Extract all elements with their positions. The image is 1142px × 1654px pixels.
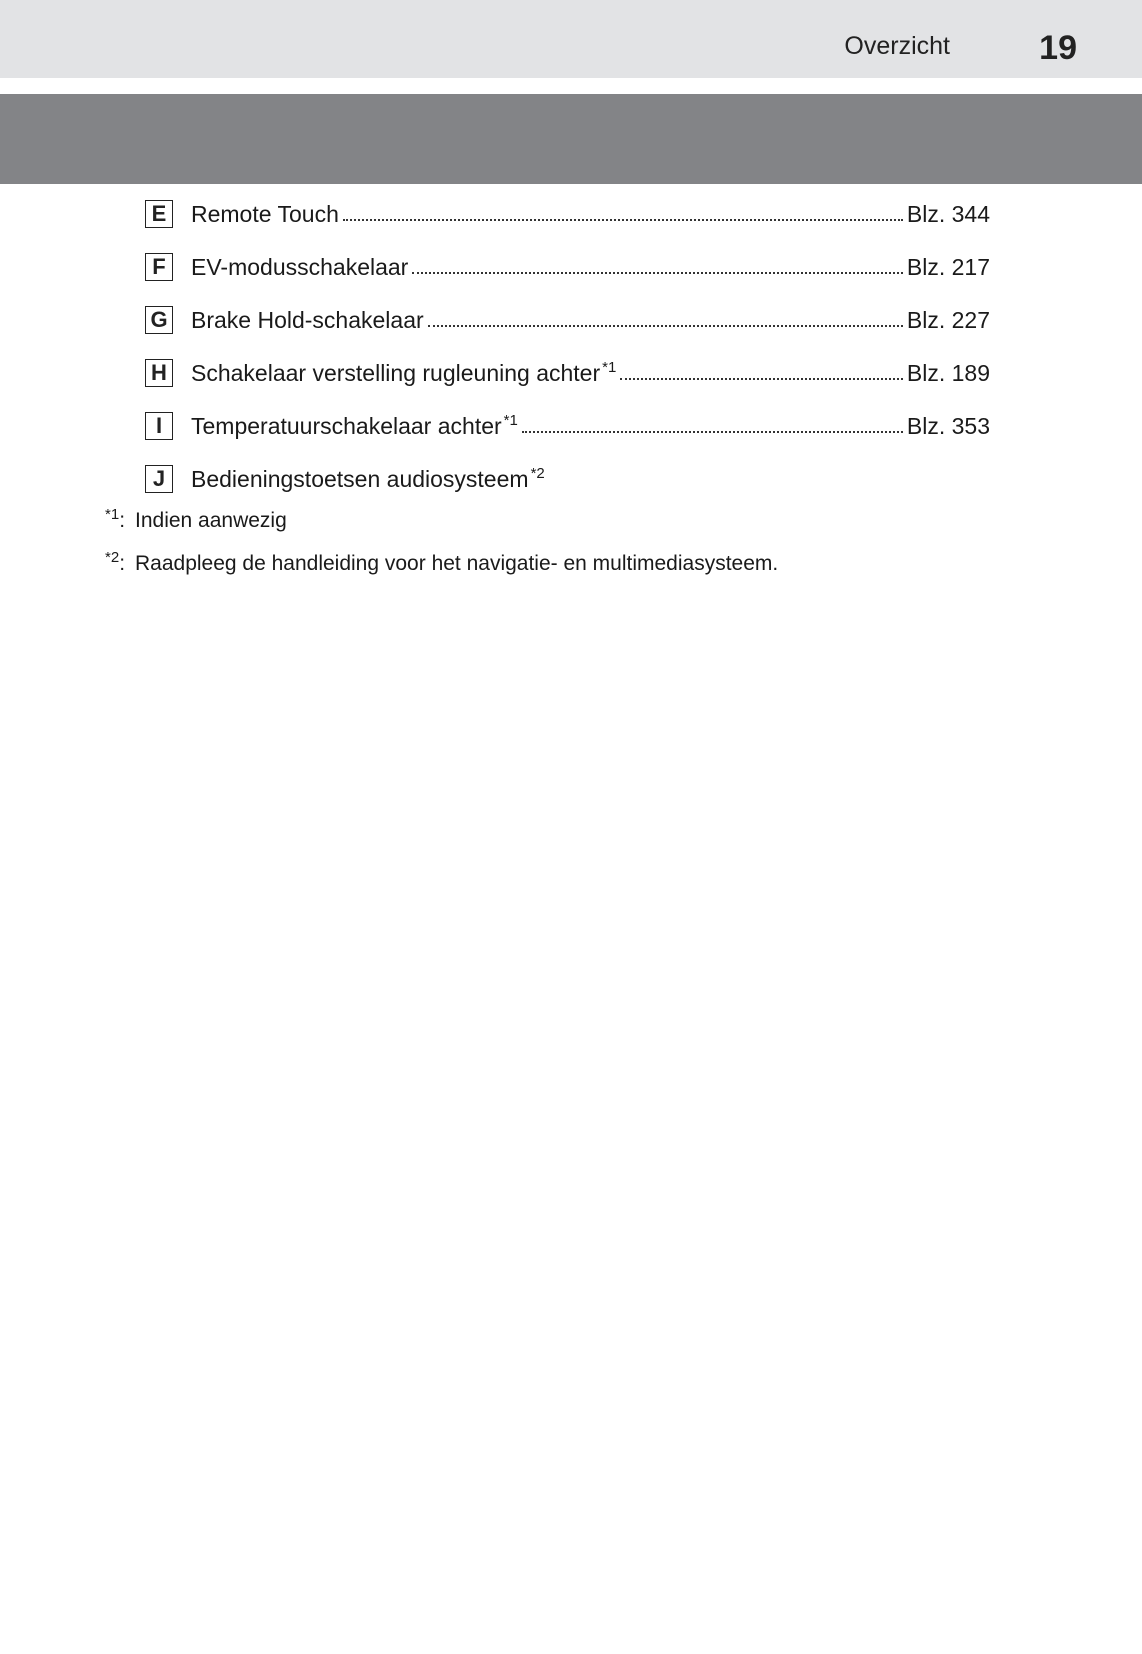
key-letter-j: J [145,465,173,493]
page-header [0,0,1142,78]
footnotes [105,507,1005,593]
page-reference-link[interactable]: Blz. 217 [906,254,990,280]
key-letter-h: H [145,359,173,387]
entry-label: EV-modusschakelaar [191,254,409,280]
dot-leader [620,377,903,380]
footnote-text: Raadpleeg de handleiding voor het navigatie- en multimediasysteem. [135,552,779,575]
entry-label: Temperatuurschakelaar achter $^{*1}$ [191,412,518,439]
dot-leader [412,271,903,274]
footnote-marker: *1 [503,412,518,430]
footnote-mark: *1 [105,506,120,523]
list-item-g [145,304,990,357]
page-reference-link[interactable]: Blz. 189 [906,360,990,386]
footnote-marker: *1 [602,359,617,377]
footnote-marker: *2 [530,465,545,483]
list-item-e [145,198,990,251]
entry-label: Bedieningstoetsen audiosysteem $^{*2}$ [191,465,545,492]
dot-leader [343,218,903,221]
dot-leader [428,324,903,327]
key-letter-e: E [145,200,173,228]
dot-leader [522,430,903,433]
list-item-f [145,251,990,304]
key-letter-i: I [145,412,173,440]
footnote-2: $^{*2}$: Raadpleeg de handleiding voor het navigatie- en multimediasysteem. [105,549,779,575]
key-letter-f: F [145,253,173,281]
page-reference-link[interactable]: Blz. 227 [906,307,990,333]
footnote-text: Indien aanwezig [135,509,287,532]
page-number: 19 [1039,29,1077,67]
reference-list [145,198,990,516]
entry-label: Brake Hold-schakelaar [191,307,424,333]
page-reference-link[interactable]: Blz. 353 [906,413,990,439]
footnote-1: $^{*1}$: Indien aanwezig [105,506,287,532]
key-letter-g: G [145,306,173,334]
entry-label: Remote Touch [191,201,339,227]
section-banner [0,94,1142,184]
section-title: Overzicht [844,32,950,60]
list-item-h [145,357,990,410]
list-item-i [145,410,990,463]
entry-label: Schakelaar verstelling rugleuning achter $^{*1}$ [191,359,617,386]
page-reference-link[interactable]: Blz. 344 [906,201,990,227]
footnote-mark: *2 [105,549,120,566]
